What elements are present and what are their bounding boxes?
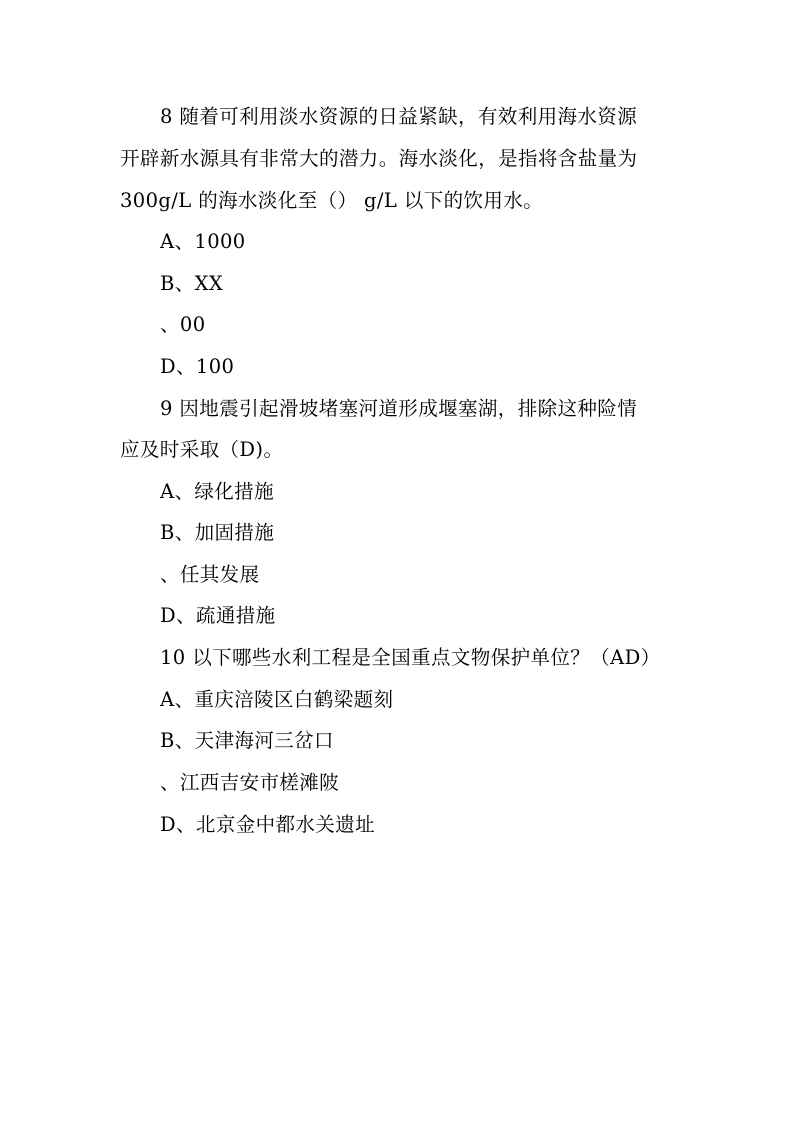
q10-option-b: B、天津海河三岔口 bbox=[160, 729, 334, 752]
q10-option-d: D、北京金中都水关遗址 bbox=[160, 813, 376, 836]
q8-option-c: 、00 bbox=[160, 313, 206, 336]
q9-option-b: B、加固措施 bbox=[160, 521, 275, 544]
q8-stem-line-1: 8 随着可利用淡水资源的日益紧缺，有效利用海水资源 bbox=[160, 105, 638, 128]
q10-option-a: A、重庆涪陵区白鹤梁题刻 bbox=[160, 688, 394, 711]
q8-option-a: A、1000 bbox=[160, 230, 246, 253]
q8-stem-line-2: 开辟新水源具有非常大的潜力。海水淡化，是指将含盐量为 bbox=[120, 147, 638, 170]
q9-option-c: 、任其发展 bbox=[160, 563, 260, 586]
q10-option-c: 、江西吉安市槎滩陂 bbox=[160, 771, 340, 794]
q8-stem-line-3: 300g/L 的海水淡化至（） g/L 以下的饮用水。 bbox=[120, 189, 544, 212]
q9-option-d: D、疏通措施 bbox=[160, 604, 276, 627]
q9-stem-line-1: 9 因地震引起滑坡堵塞河道形成堰塞湖，排除这种险情 bbox=[160, 397, 638, 420]
q9-option-a: A、绿化措施 bbox=[160, 480, 274, 503]
q8-option-b: B、XX bbox=[160, 272, 224, 295]
q8-option-d: D、100 bbox=[160, 355, 235, 378]
q9-stem-line-2: 应及时采取（D)。 bbox=[120, 438, 284, 461]
q10-stem-line-1: 10 以下哪些水利工程是全国重点文物保护单位？（AD） bbox=[160, 646, 661, 669]
